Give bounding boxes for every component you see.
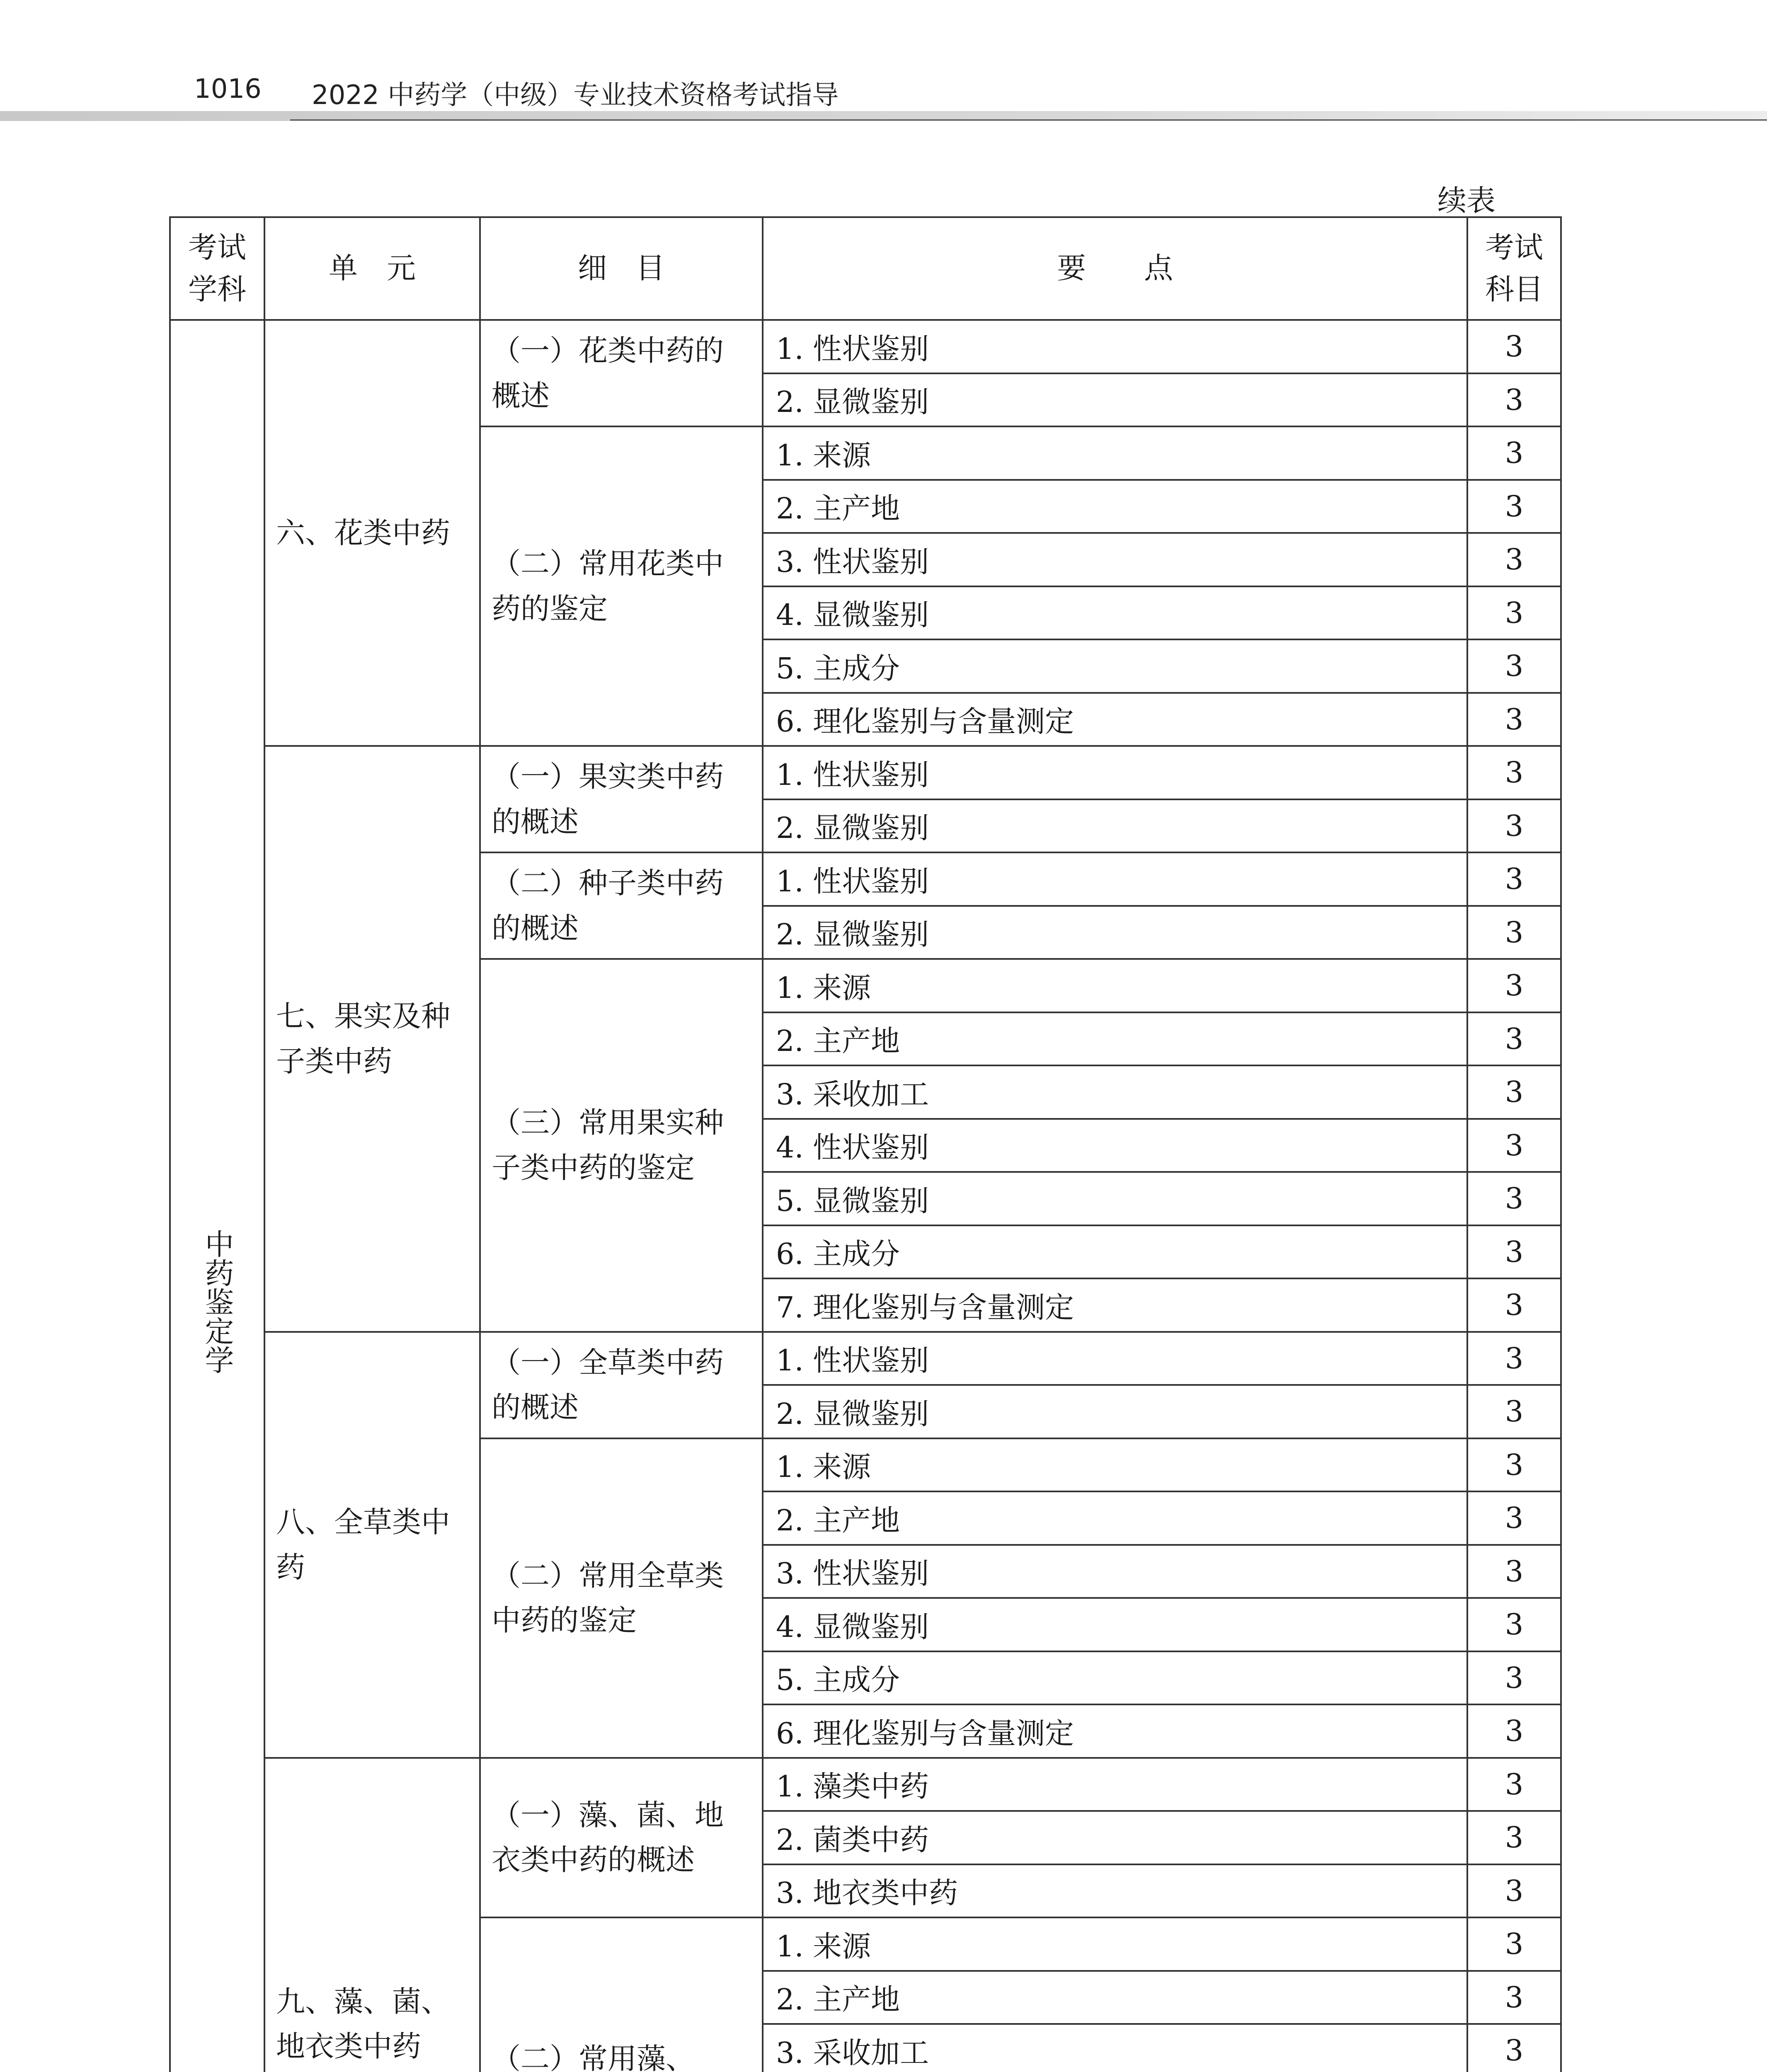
point-cell: 1. 来源 bbox=[763, 959, 1467, 1012]
exam-subject-cell: 3 bbox=[1467, 586, 1561, 640]
continued-label: 续表 bbox=[1437, 184, 1496, 218]
table-row bbox=[170, 746, 1561, 799]
point-cell: 2. 菌类中药 bbox=[763, 1811, 1467, 1864]
exam-subject-cell: 3 bbox=[1467, 906, 1561, 959]
book-title: 2022 中药学（中级）专业技术资格考试指导 bbox=[312, 80, 839, 111]
unit-cell: 七、果实及种子类中药 bbox=[264, 746, 480, 1332]
point-cell: 2. 主产地 bbox=[763, 480, 1467, 533]
table-row bbox=[170, 320, 1561, 373]
point-cell: 2. 主产地 bbox=[763, 1971, 1467, 2024]
exam-subject-cell: 3 bbox=[1467, 373, 1561, 427]
detail-cell: （二）常用全草类中药的鉴定 bbox=[480, 1438, 763, 1758]
exam-subject-cell: 3 bbox=[1467, 1545, 1561, 1598]
exam-subject-cell: 3 bbox=[1467, 1758, 1561, 1811]
subject-label: 中药鉴定学 bbox=[200, 1229, 234, 1374]
exam-subject-cell: 3 bbox=[1467, 1971, 1561, 2024]
subject-cell bbox=[170, 320, 264, 2072]
exam-subject-cell: 3 bbox=[1467, 746, 1561, 799]
exam-subject-cell: 3 bbox=[1467, 480, 1561, 533]
point-cell: 2. 显微鉴别 bbox=[763, 373, 1467, 427]
detail-cell: （一）全草类中药的概述 bbox=[480, 1332, 763, 1438]
exam-subject-cell: 3 bbox=[1467, 1438, 1561, 1492]
exam-subject-cell: 3 bbox=[1467, 1385, 1561, 1438]
exam-subject-cell: 3 bbox=[1467, 1864, 1561, 1918]
header-unit: 单 元 bbox=[264, 217, 480, 320]
header-subject: 考试 学科 bbox=[170, 217, 264, 320]
detail-cell: （二）常用藻、 bbox=[480, 1917, 763, 2072]
detail-cell: （二）种子类中药的概述 bbox=[480, 852, 763, 959]
exam-subject-cell: 3 bbox=[1467, 1651, 1561, 1705]
header-detail: 细 目 bbox=[480, 217, 763, 320]
point-cell: 2. 显微鉴别 bbox=[763, 906, 1467, 959]
unit-cell: 八、全草类中药 bbox=[264, 1332, 480, 1758]
header-row bbox=[170, 217, 1561, 320]
exam-subject-cell: 3 bbox=[1467, 639, 1561, 693]
exam-subject-cell: 3 bbox=[1467, 1172, 1561, 1225]
point-cell: 1. 性状鉴别 bbox=[763, 746, 1467, 799]
point-cell: 4. 性状鉴别 bbox=[763, 1119, 1467, 1172]
detail-cell: （三）常用果实种子类中药的鉴定 bbox=[480, 959, 763, 1332]
point-cell: 4. 显微鉴别 bbox=[763, 586, 1467, 640]
point-cell: 4. 显微鉴别 bbox=[763, 1598, 1467, 1651]
detail-cell: （一）藻、菌、地衣类中药的概述 bbox=[480, 1758, 763, 1918]
exam-subject-cell: 3 bbox=[1467, 1332, 1561, 1385]
point-cell: 1. 来源 bbox=[763, 1438, 1467, 1492]
point-cell: 3. 采收加工 bbox=[763, 1065, 1467, 1119]
exam-subject-cell: 3 bbox=[1467, 799, 1561, 853]
exam-subject-cell: 3 bbox=[1467, 1225, 1561, 1279]
point-cell: 1. 性状鉴别 bbox=[763, 320, 1467, 373]
point-cell: 1. 藻类中药 bbox=[763, 1758, 1467, 1811]
exam-subject-cell: 3 bbox=[1467, 1811, 1561, 1864]
unit-cell: 六、花类中药 bbox=[264, 320, 480, 746]
exam-subject-cell: 3 bbox=[1467, 1598, 1561, 1651]
point-cell: 5. 主成分 bbox=[763, 639, 1467, 693]
point-cell: 5. 主成分 bbox=[763, 1651, 1467, 1705]
exam-subject-cell: 3 bbox=[1467, 1917, 1561, 1971]
point-cell: 1. 性状鉴别 bbox=[763, 852, 1467, 906]
exam-subject-cell: 3 bbox=[1467, 320, 1561, 373]
exam-subject-cell: 3 bbox=[1467, 959, 1561, 1012]
point-cell: 2. 显微鉴别 bbox=[763, 1385, 1467, 1438]
point-cell: 3. 地衣类中药 bbox=[763, 1864, 1467, 1918]
exam-subject-cell: 3 bbox=[1467, 1278, 1561, 1332]
point-cell: 2. 显微鉴别 bbox=[763, 799, 1467, 853]
exam-subject-cell: 3 bbox=[1467, 1119, 1561, 1172]
detail-cell: （一）花类中药的概述 bbox=[480, 320, 763, 426]
exam-subject-cell: 3 bbox=[1467, 2024, 1561, 2072]
exam-subject-cell: 3 bbox=[1467, 1704, 1561, 1758]
header-rule bbox=[290, 119, 1767, 121]
detail-cell: （一）果实类中药的概述 bbox=[480, 746, 763, 852]
point-cell: 5. 显微鉴别 bbox=[763, 1172, 1467, 1225]
page-number: 1016 bbox=[194, 74, 262, 104]
point-cell: 6. 主成分 bbox=[763, 1225, 1467, 1279]
exam-subject-cell: 3 bbox=[1467, 1065, 1561, 1119]
table-body bbox=[170, 320, 1561, 2072]
point-cell: 3. 性状鉴别 bbox=[763, 533, 1467, 586]
table-row bbox=[170, 1758, 1561, 1811]
header-exam-subject: 考试 科目 bbox=[1467, 217, 1561, 320]
point-cell: 1. 来源 bbox=[763, 426, 1467, 480]
exam-subject-cell: 3 bbox=[1467, 533, 1561, 586]
point-cell: 3. 性状鉴别 bbox=[763, 1545, 1467, 1598]
unit-cell: 九、藻、菌、地衣类中药 bbox=[264, 1758, 480, 2072]
exam-subject-cell: 3 bbox=[1467, 1491, 1561, 1545]
detail-cell: （二）常用花类中药的鉴定 bbox=[480, 426, 763, 746]
header-point: 要 点 bbox=[763, 217, 1467, 320]
point-cell: 1. 性状鉴别 bbox=[763, 1332, 1467, 1385]
exam-subject-cell: 3 bbox=[1467, 693, 1561, 746]
point-cell: 2. 主产地 bbox=[763, 1491, 1467, 1545]
point-cell: 7. 理化鉴别与含量测定 bbox=[763, 1278, 1467, 1332]
table-row bbox=[170, 1332, 1561, 1385]
exam-subject-cell: 3 bbox=[1467, 426, 1561, 480]
point-cell: 6. 理化鉴别与含量测定 bbox=[763, 693, 1467, 746]
point-cell: 1. 来源 bbox=[763, 1917, 1467, 1971]
point-cell: 2. 主产地 bbox=[763, 1012, 1467, 1066]
point-cell: 6. 理化鉴别与含量测定 bbox=[763, 1704, 1467, 1758]
exam-subject-cell: 3 bbox=[1467, 1012, 1561, 1066]
point-cell: 3. 采收加工 bbox=[763, 2024, 1467, 2072]
syllabus-table bbox=[169, 216, 1562, 2072]
exam-subject-cell: 3 bbox=[1467, 852, 1561, 906]
